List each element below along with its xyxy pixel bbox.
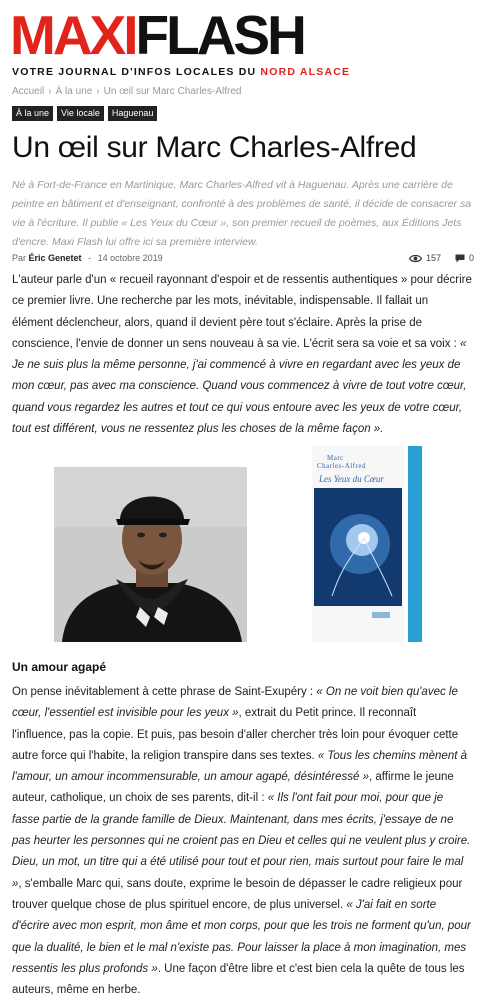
paragraph-2-text-e: , affirme le jeune auteur, catholique, un choix de ses parents, dit-il : [12, 771, 454, 805]
paragraph-2-text-g: , s'emballe Marc qui, sans doute, exprime le besoin de dépasser le cadre religieux pour trouver quelque chose de plus spirituel encore, de plus universel. [12, 877, 463, 911]
views-stat [409, 253, 441, 263]
paragraph-2-quote-3: « Ils l'ont fait pour moi, pour que je fasse partie de la grande famille de Dieux. Maintenant, dans mes écrits, j'essaye de ne pas heurter les personnes qui ne croient pas en Dieu et celles qui ne veulent plus y croire. Dieu, un mot, un titre qui a été utilisé pour tout et pour rien, mais surtout pour faire le mal » [12, 792, 471, 890]
views-count: 157 [425, 253, 441, 263]
logo-tagline [12, 66, 350, 78]
tagline-main: VOTRE JOURNAL D'INFOS LOCALES DU [12, 66, 261, 78]
breadcrumb-home[interactable]: Accueil [12, 86, 45, 97]
eye-icon [409, 254, 422, 263]
breadcrumb-separator: › [96, 86, 100, 97]
breadcrumb-section[interactable]: À la une [55, 86, 93, 97]
date-separator: - [88, 253, 92, 263]
comments-count: 0 [468, 253, 474, 263]
logo-maxi: MAXI [10, 4, 136, 66]
paragraph-2-quote-2: « Tous les chemins mènent à l'amour, un amour incommensurable, un amour agapé, désintéressé » [12, 749, 468, 784]
paragraph-2-quote-4: « J'ai fait en sorte d'écrire avec mon esprit, mon âme et mon corps, pour que les trois ne forment qu'un, pour que la dualité, le bien et le mal n'existe pas. Pour laisser la place à mon imagination, mes ressentis les plus profonds » [12, 898, 471, 975]
article-paragraph-1 [12, 270, 472, 440]
publish-date: 14 octobre 2019 [97, 253, 163, 263]
site-logo[interactable] [10, 4, 362, 78]
article-meta [12, 253, 474, 265]
article-lede: Né à Fort-de-France en Martinique, Marc Charles-Alfred vit à Haguenau. Après une carrière de peintre en bâtiment et d'enseignant, confronté à des problèmes de santé, il décide de consacrer sa vie à l'écriture. Il publie « Les Yeux du Cœur », son premier recueil de poèmes, aux Éditions Jets d'encre. Maxi Flash lui offre ici sa première interview. [12, 179, 472, 248]
article-paragraph-2 [12, 682, 472, 1000]
book-title: Les Yeux du Cœur [319, 474, 384, 484]
article-stats [409, 253, 474, 263]
paragraph-2-quote-1: « On ne voit bien qu'avec le cœur, l'essentiel est invisible pour les yeux » [12, 686, 458, 720]
breadcrumb-separator: › [48, 86, 52, 97]
author-link[interactable]: Éric Genetet [28, 253, 82, 263]
paragraph-2-text-c: , extrait du Petit prince. Il reconnaît l'influence, pas la copie. Et puis, pas besoin d'aller chercher très loin pour évoquer cette autre force qui l'habite, la religion transpire dans ses textes. [12, 707, 459, 762]
by-label: Par [12, 253, 27, 263]
category-tag-une[interactable]: À la une [12, 106, 53, 121]
paragraph-1-quote: « Je ne suis plus la même personne, j'ai commencé à vivre en regardant avec les yeux de mon cœur, pas avec ma conscience. Quand vous commencez à vivre de tout votre cœur, quand vous regardez les autres et tout ce qui vous entoure avec les yeux de votre cœur, tout est différent, vous ne ressentez plus les choses de la même façon ». [12, 337, 467, 436]
article-title: Un œil sur Marc Charles-Alfred [12, 131, 417, 164]
breadcrumb [12, 86, 241, 97]
book-author-line-2: Charles-Alfred [317, 462, 366, 470]
category-tags [12, 106, 157, 121]
breadcrumb-current: Un œil sur Marc Charles-Alfred [103, 86, 242, 97]
tagline-region: NORD ALSACE [260, 66, 351, 78]
book-cover [312, 446, 422, 642]
category-tag-vie-locale[interactable]: Vie locale [57, 106, 104, 121]
comments-stat[interactable] [455, 253, 474, 263]
paragraph-1-text: L'auteur parle d'un « recueil rayonnant d'espoir et de ressentis authentiques » pour décrire ce premier livre. Une recherche par les mots, inévitable, indispensable. Il fallait un élément déclencheur, alors, quand il devient père tout s'éclaire. Après la prise de conscience, l'envie de donner un sens nouveau à sa vie. L'écrit sera sa voie et sa voix : [12, 274, 472, 350]
section-subhead: Un amour agapé [12, 660, 107, 674]
logo-wordmark [10, 4, 304, 66]
author-photo [54, 467, 247, 642]
book-author-line-1: Marc [327, 454, 344, 462]
category-tag-haguenau[interactable]: Haguenau [108, 106, 158, 121]
comment-icon [455, 254, 465, 263]
logo-flash: FLASH [135, 4, 304, 66]
paragraph-2-text-a: On pense inévitablement à cette phrase de Saint-Exupéry : [12, 686, 317, 698]
paragraph-2-text-i: . Une façon d'être libre et c'est bien cela la quête de tous les auteurs, même en herbe. [12, 962, 465, 997]
